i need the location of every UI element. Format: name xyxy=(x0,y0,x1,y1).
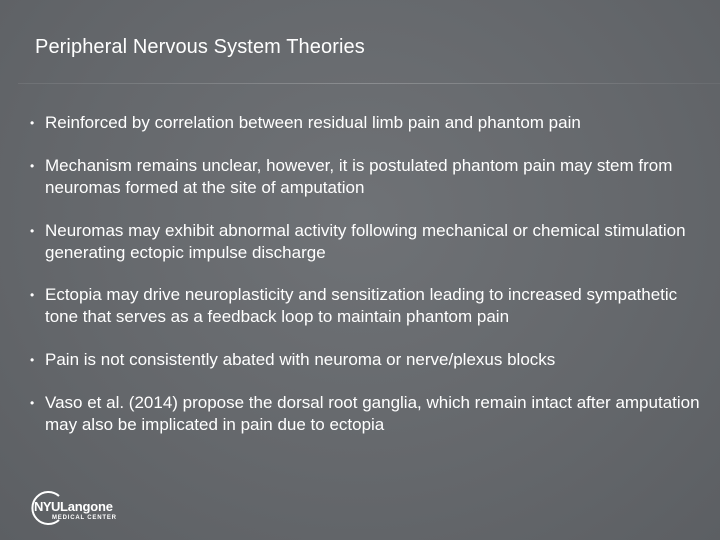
bullet-marker: • xyxy=(30,353,35,367)
logo-subtitle: MEDICAL CENTER xyxy=(52,515,117,521)
bullet-list xyxy=(30,112,710,436)
bullet-text: Neuromas may exhibit abnormal activity following mechanical or chemical stimulation generating ectopic impulse discharge xyxy=(45,221,686,262)
bullet-item xyxy=(30,284,710,328)
nyu-langone-logo xyxy=(28,488,153,528)
bullet-marker: • xyxy=(30,116,35,130)
bullet-marker: • xyxy=(30,224,35,238)
bullet-marker: • xyxy=(30,159,35,173)
logo-nyu-text: NYU xyxy=(34,499,60,514)
bullet-marker: • xyxy=(30,396,35,410)
bullet-text: Mechanism remains unclear, however, it is postulated phantom pain may stem from neuromas formed at the site of amputation xyxy=(45,156,673,197)
title-divider xyxy=(18,83,720,84)
bullet-marker: • xyxy=(30,288,35,302)
slide-title: Peripheral Nervous System Theories xyxy=(35,36,365,58)
bullet-item xyxy=(30,349,710,371)
bullet-item xyxy=(30,155,710,199)
bullet-text: Ectopia may drive neuroplasticity and sensitization leading to increased sympathetic tone that serves as a feedback loop to maintain phantom pain xyxy=(45,285,678,326)
bullet-text: Reinforced by correlation between residual limb pain and phantom pain xyxy=(45,113,581,132)
logo-wordmark xyxy=(34,499,113,514)
logo-langone-text: Langone xyxy=(59,499,113,514)
bullet-item xyxy=(30,392,710,436)
bullet-text: Vaso et al. (2014) propose the dorsal root ganglia, which remain intact after amputation may also be implicated in pain due to ectopia xyxy=(45,393,700,434)
bullet-item xyxy=(30,220,710,264)
bullet-item xyxy=(30,112,710,134)
bullet-text: Pain is not consistently abated with neuroma or nerve/plexus blocks xyxy=(45,350,556,369)
